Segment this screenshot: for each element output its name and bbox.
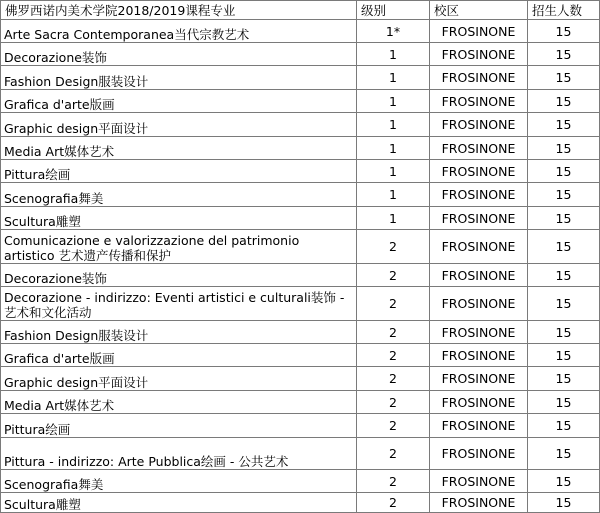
level-cell: 1 xyxy=(357,160,430,183)
level-cell: 2 xyxy=(357,367,430,391)
level-cell: 1 xyxy=(357,90,430,113)
table-row xyxy=(1,160,600,183)
quota-cell: 15 xyxy=(528,207,600,230)
level-cell: 1 xyxy=(357,43,430,66)
table-row xyxy=(1,113,600,137)
level-cell: 2 xyxy=(357,493,430,513)
quota-cell: 15 xyxy=(528,264,600,287)
quota-cell: 15 xyxy=(528,470,600,493)
level-cell: 1 xyxy=(357,207,430,230)
campus-cell: FROSINONE xyxy=(430,207,528,230)
campus-cell: FROSINONE xyxy=(430,183,528,207)
course-name-cell: Media Art媒体艺术 xyxy=(1,137,357,160)
level-cell: 2 xyxy=(357,344,430,367)
table-row xyxy=(1,90,600,113)
level-cell: 2 xyxy=(357,391,430,414)
course-name-cell: Media Art媒体艺术 xyxy=(1,391,357,414)
quota-cell: 15 xyxy=(528,391,600,414)
campus-cell: FROSINONE xyxy=(430,414,528,438)
level-cell: 1 xyxy=(357,113,430,137)
campus-cell: FROSINONE xyxy=(430,113,528,137)
header-row xyxy=(1,1,600,20)
quota-cell: 15 xyxy=(528,160,600,183)
header-quota: 招生人数 xyxy=(528,1,600,20)
course-name-cell: Scultura雕塑 xyxy=(1,207,357,230)
campus-cell: FROSINONE xyxy=(430,344,528,367)
campus-cell: FROSINONE xyxy=(430,287,528,321)
level-cell: 2 xyxy=(357,264,430,287)
table-row xyxy=(1,344,600,367)
quota-cell: 15 xyxy=(528,321,600,344)
campus-cell: FROSINONE xyxy=(430,438,528,470)
campus-cell: FROSINONE xyxy=(430,470,528,493)
quota-cell: 15 xyxy=(528,438,600,470)
campus-cell: FROSINONE xyxy=(430,66,528,90)
course-name-cell: Grafica d'arte版画 xyxy=(1,90,357,113)
course-name-cell: Scultura雕塑 xyxy=(1,493,357,513)
header-campus: 校区 xyxy=(430,1,528,20)
table-row xyxy=(1,66,600,90)
quota-cell: 15 xyxy=(528,230,600,264)
course-name-cell: Arte Sacra Contemporanea当代宗教艺术 xyxy=(1,20,357,43)
quota-cell: 15 xyxy=(528,66,600,90)
course-name-cell: Scenografia舞美 xyxy=(1,470,357,493)
level-cell: 1 xyxy=(357,66,430,90)
table-row xyxy=(1,470,600,493)
table-row xyxy=(1,438,600,470)
campus-cell: FROSINONE xyxy=(430,321,528,344)
quota-cell: 15 xyxy=(528,414,600,438)
campus-cell: FROSINONE xyxy=(430,137,528,160)
table-row xyxy=(1,264,600,287)
campus-cell: FROSINONE xyxy=(430,391,528,414)
campus-cell: FROSINONE xyxy=(430,160,528,183)
table-row xyxy=(1,287,600,321)
table-row xyxy=(1,183,600,207)
quota-cell: 15 xyxy=(528,20,600,43)
level-cell: 2 xyxy=(357,470,430,493)
level-cell: 1* xyxy=(357,20,430,43)
table-row xyxy=(1,230,600,264)
header-level: 级别 xyxy=(357,1,430,20)
level-cell: 2 xyxy=(357,438,430,470)
quota-cell: 15 xyxy=(528,90,600,113)
course-name-cell: Grafica d'arte版画 xyxy=(1,344,357,367)
course-name-cell: Pittura绘画 xyxy=(1,160,357,183)
campus-cell: FROSINONE xyxy=(430,367,528,391)
campus-cell: FROSINONE xyxy=(430,43,528,66)
table-row xyxy=(1,207,600,230)
quota-cell: 15 xyxy=(528,113,600,137)
level-cell: 1 xyxy=(357,137,430,160)
quota-cell: 15 xyxy=(528,367,600,391)
level-cell: 1 xyxy=(357,183,430,207)
course-name-cell: Scenografia舞美 xyxy=(1,183,357,207)
level-cell: 2 xyxy=(357,230,430,264)
level-cell: 2 xyxy=(357,414,430,438)
quota-cell: 15 xyxy=(528,137,600,160)
course-name-cell: Fashion Design服装设计 xyxy=(1,66,357,90)
table-row xyxy=(1,43,600,66)
course-name-cell: Comunicazione e valorizzazione del patrimonio artistico 艺术遗产传播和保护 xyxy=(1,230,357,264)
level-cell: 2 xyxy=(357,321,430,344)
campus-cell: FROSINONE xyxy=(430,493,528,513)
course-name-cell: Pittura绘画 xyxy=(1,414,357,438)
quota-cell: 15 xyxy=(528,493,600,513)
campus-cell: FROSINONE xyxy=(430,230,528,264)
table-row xyxy=(1,367,600,391)
table-row xyxy=(1,20,600,43)
course-name-cell: Graphic design平面设计 xyxy=(1,367,357,391)
header-course: 佛罗西诺内美术学院2018/2019课程专业 xyxy=(1,1,357,20)
quota-cell: 15 xyxy=(528,287,600,321)
campus-cell: FROSINONE xyxy=(430,20,528,43)
campus-cell: FROSINONE xyxy=(430,90,528,113)
table-row xyxy=(1,493,600,513)
course-name-cell: Pittura - indirizzo: Arte Pubblica绘画 - 公共艺术 xyxy=(1,438,357,470)
level-cell: 2 xyxy=(357,287,430,321)
course-name-cell: Decorazione装饰 xyxy=(1,43,357,66)
quota-cell: 15 xyxy=(528,43,600,66)
table-row xyxy=(1,137,600,160)
table-row xyxy=(1,414,600,438)
quota-cell: 15 xyxy=(528,344,600,367)
quota-cell: 15 xyxy=(528,183,600,207)
course-name-cell: Fashion Design服装设计 xyxy=(1,321,357,344)
table-row xyxy=(1,391,600,414)
course-name-cell: Graphic design平面设计 xyxy=(1,113,357,137)
course-name-cell: Decorazione - indirizzo: Eventi artistici e culturali装饰 - 艺术和文化活动 xyxy=(1,287,357,321)
table-row xyxy=(1,321,600,344)
course-name-cell: Decorazione装饰 xyxy=(1,264,357,287)
campus-cell: FROSINONE xyxy=(430,264,528,287)
